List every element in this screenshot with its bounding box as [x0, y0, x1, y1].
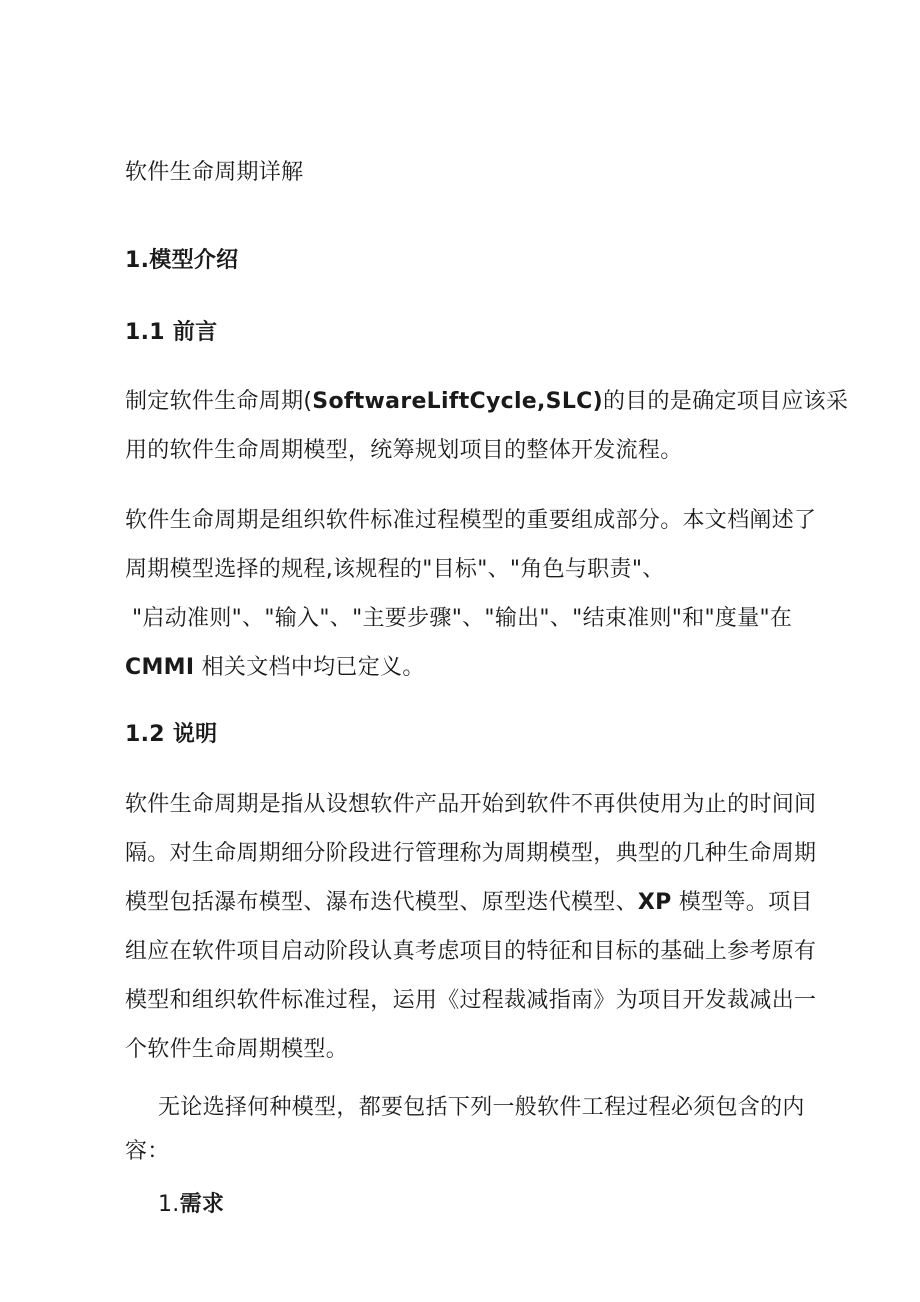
paragraph-line: 个软件生命周期模型。 [125, 1037, 349, 1062]
paragraph-line: 周期模型选择的规程,该规程的"目标"、"角色与职责"、 [125, 557, 665, 582]
paragraph-line: 用的软件生命周期模型，统筹规划项目的整体开发流程。 [125, 438, 683, 463]
document-title [125, 148, 805, 197]
paragraph-lifecycle-role [125, 496, 817, 692]
list-item-text: 需求 [179, 1192, 225, 1217]
paragraph-line: 软件生命周期是指从设想软件产品开始到软件不再供使用为止的时间间 [125, 792, 817, 817]
paragraph-line: 模型和组织软件标准过程，运用《过程裁减指南》为项目开发裁减出一 [125, 988, 817, 1013]
paragraph-line [125, 377, 849, 426]
paragraph-line: 无论选择何种模型，都要包括下列一般软件工程过程必须包含的内 [158, 1095, 805, 1120]
list-item [158, 1180, 838, 1229]
paragraph-line: 软件生命周期是组织软件标准过程模型的重要组成部分。本文档阐述了 [125, 508, 817, 533]
text-run: 模型等。项目 [671, 890, 813, 915]
section-heading-1-2 [125, 710, 805, 759]
paragraph-line: "启动准则"、"输入"、"主要步骤"、"输出"、"结束准则"和"度量"在 [132, 606, 793, 631]
bold-term: CMMI [125, 655, 195, 680]
paragraph-line: 容： [125, 1139, 170, 1164]
document-title-text: 软件生命周期详解 [125, 160, 304, 185]
paragraph-line [125, 878, 813, 927]
paragraph-line: 隔。对生命周期细分阶段进行管理称为周期模型，典型的几种生命周期 [125, 841, 817, 866]
section-heading-1-1-text: 1.1 前言 [125, 320, 218, 345]
section-heading-1 [125, 236, 805, 285]
section-heading-1-2-text: 1.2 说明 [125, 722, 218, 747]
list-item-number: 1. [158, 1192, 180, 1217]
bold-term: XP [637, 890, 672, 915]
paragraph-line [125, 643, 805, 692]
paragraph-preface [125, 377, 849, 475]
bold-term: SoftwareLiftCycle,SLC) [312, 389, 603, 414]
section-heading-1-1 [125, 308, 805, 357]
text-run: 相关文档中均已定义。 [194, 655, 425, 680]
paragraph-line: 组应在软件项目启动阶段认真考虑项目的特征和目标的基础上参考原有 [125, 939, 817, 964]
text-run: 的目的是确定项目应该采 [602, 389, 849, 414]
text-run: 模型包括瀑布模型、瀑布迭代模型、原型迭代模型、 [125, 890, 638, 915]
section-heading-1-text: 1.模型介绍 [125, 248, 239, 273]
text-run: 制定软件生命周期( [125, 389, 313, 414]
paragraph-general-content [125, 1086, 805, 1174]
paragraph-description [125, 780, 817, 1074]
